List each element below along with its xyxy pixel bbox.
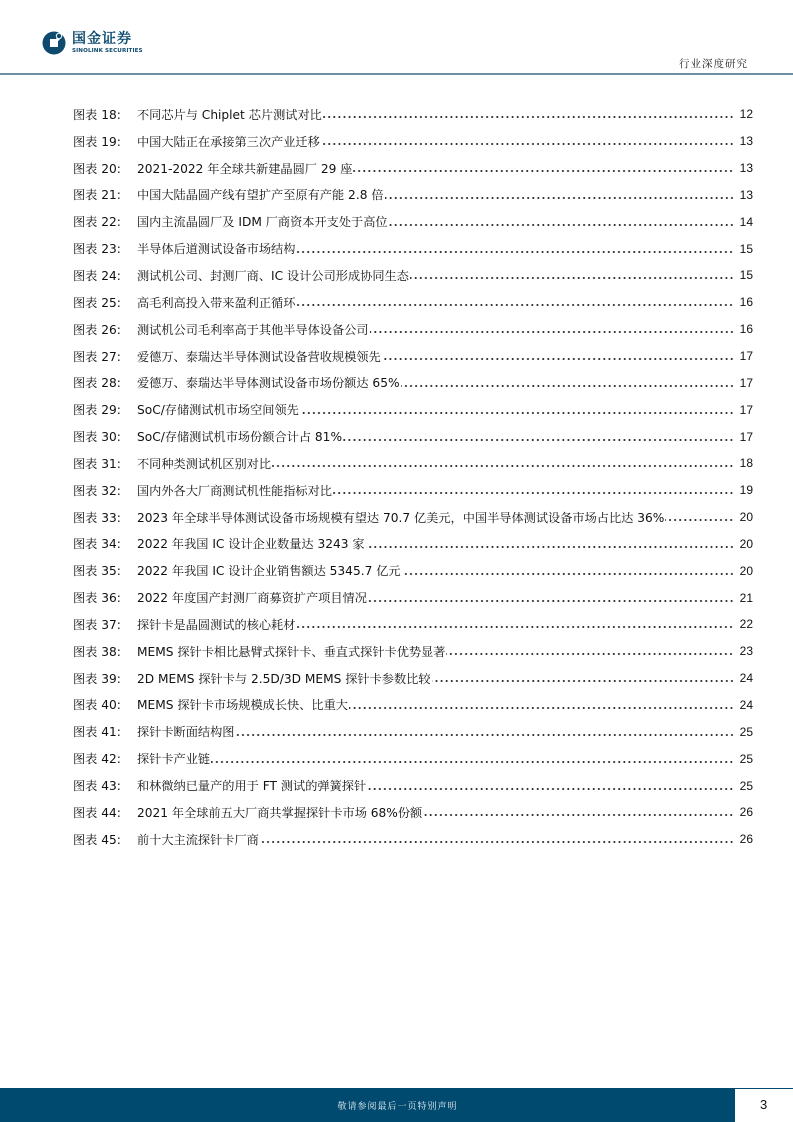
figure-label: 图表 31:	[73, 456, 121, 471]
figure-title: 2023 年全球半导体测试设备市场规模有望达 70.7 亿美元，中国半导体测试设备市场占比达 36%	[137, 510, 665, 525]
page-reference: 20	[739, 563, 753, 578]
page-reference: 16	[739, 322, 753, 337]
dot-leader	[432, 671, 734, 685]
dot-leader	[321, 134, 734, 148]
figure-title: 2022 年我国 IC 设计企业数量达 3243 家	[137, 537, 365, 552]
figure-label: 图表 44:	[73, 805, 121, 820]
page-reference: 15	[739, 268, 753, 283]
dot-leader	[402, 564, 734, 578]
page-reference: 12	[739, 107, 753, 122]
toc-entry[interactable]	[73, 208, 753, 235]
toc-entry[interactable]	[73, 343, 753, 370]
figure-title: 国内主流晶圆厂及 IDM 厂商资本开支处于高位	[137, 215, 388, 230]
toc-entry[interactable]	[73, 101, 753, 128]
footer-bar	[0, 1088, 735, 1122]
toc-entry[interactable]	[73, 316, 753, 343]
dot-leader	[385, 188, 734, 202]
figure-label: 图表 41:	[73, 725, 121, 740]
page-reference: 21	[739, 590, 753, 605]
logo-chinese-name: 国金证券	[72, 30, 132, 47]
figure-title: MEMS 探针卡相比悬臂式探针卡、垂直式探针卡优势显著	[137, 644, 446, 659]
toc-entry[interactable]	[73, 557, 753, 584]
figure-label: 图表 26:	[73, 322, 121, 337]
figure-title: 探针卡产业链	[137, 752, 211, 767]
page-reference: 15	[739, 241, 753, 256]
dot-leader	[211, 752, 734, 766]
figure-title: 不同种类测试机区别对比	[137, 456, 272, 471]
page-reference: 22	[739, 617, 753, 632]
figure-title: 爱德万、泰瑞达半导体测试设备市场份额达 65%	[137, 376, 400, 391]
figure-label: 图表 28:	[73, 376, 121, 391]
figure-title: 爱德万、泰瑞达半导体测试设备营收规模领先	[137, 349, 381, 364]
page-reference: 13	[739, 187, 753, 202]
dot-leader	[323, 107, 734, 121]
page-reference: 25	[739, 724, 753, 739]
figure-title: 和林微纳已量产的用于 FT 测试的弹簧探针	[137, 779, 367, 794]
figure-title: 2022 年我国 IC 设计企业销售额达 5345.7 亿元	[137, 564, 401, 579]
figure-label: 图表 34:	[73, 537, 121, 552]
toc-entry[interactable]	[73, 423, 753, 450]
page-number: 3	[760, 1097, 768, 1112]
dot-leader	[410, 268, 734, 282]
dot-leader	[343, 430, 734, 444]
logo-text	[72, 32, 143, 55]
footer-disclaimer: 敬请参阅最后一页特别声明	[337, 1101, 458, 1112]
dot-leader	[236, 725, 735, 739]
toc-entry[interactable]	[73, 369, 753, 396]
toc-entry[interactable]	[73, 450, 753, 477]
figure-label: 图表 23:	[73, 242, 121, 257]
toc-entry[interactable]	[73, 692, 753, 719]
dot-leader	[401, 376, 734, 390]
logo-mark-icon	[42, 31, 66, 55]
dot-leader	[368, 591, 734, 605]
company-logo	[42, 31, 143, 55]
page-reference: 13	[739, 134, 753, 149]
figure-label: 图表 19:	[73, 134, 121, 149]
dot-leader	[296, 617, 734, 631]
page-reference: 24	[739, 671, 753, 686]
page-reference: 16	[739, 295, 753, 310]
page-reference: 26	[739, 832, 753, 847]
figure-label: 图表 18:	[73, 107, 121, 122]
figure-label: 图表 39:	[73, 671, 121, 686]
page-reference: 24	[739, 697, 753, 712]
toc-entry[interactable]	[73, 826, 753, 853]
dot-leader	[423, 805, 734, 819]
page-reference: 17	[739, 349, 753, 364]
figure-title: SoC/存储测试机市场空间领先	[137, 403, 299, 418]
page-reference: 17	[739, 375, 753, 390]
page-reference: 25	[739, 778, 753, 793]
toc-entry[interactable]	[73, 504, 753, 531]
figure-label: 图表 45:	[73, 832, 121, 847]
toc-entry[interactable]	[73, 584, 753, 611]
dot-leader	[300, 403, 734, 417]
figure-title: 不同芯片与 Chiplet 芯片测试对比	[137, 107, 322, 122]
dot-leader	[665, 510, 734, 524]
figure-label: 图表 36:	[73, 591, 121, 606]
figure-label: 图表 29:	[73, 403, 121, 418]
figure-index-list	[73, 101, 753, 853]
figure-title: 2D MEMS 探针卡与 2.5D/3D MEMS 探针卡参数比较	[137, 671, 431, 686]
figure-label: 图表 32:	[73, 483, 121, 498]
page-reference: 17	[739, 402, 753, 417]
page-reference: 26	[739, 805, 753, 820]
figure-label: 图表 22:	[73, 215, 121, 230]
dot-leader	[333, 483, 734, 497]
figure-title: SoC/存储测试机市场份额合计占 81%	[137, 430, 343, 445]
page-reference: 20	[739, 510, 753, 525]
figure-title: 中国大陆晶圆产线有望扩产至原有产能 2.8 倍	[137, 188, 384, 203]
figure-title: 国内外各大厂商测试机性能指标对比	[137, 483, 332, 498]
figure-label: 图表 40:	[73, 698, 121, 713]
logo-english-name: SINOLINK SECURITIES	[72, 47, 143, 54]
page-header	[0, 0, 793, 75]
toc-entry[interactable]	[73, 289, 753, 316]
dot-leader	[260, 832, 734, 846]
header-divider	[0, 73, 793, 75]
figure-label: 图表 25:	[73, 295, 121, 310]
figure-title: 测试机公司、封测厂商、IC 设计公司形成协同生态	[137, 268, 409, 283]
dot-leader	[382, 349, 734, 363]
figure-label: 图表 30:	[73, 430, 121, 445]
figure-label: 图表 33:	[73, 510, 121, 525]
figure-title: 2022 年度国产封测厂商募资扩产项目情况	[137, 591, 367, 606]
dot-leader	[296, 295, 734, 309]
report-type-label: 行业深度研究	[679, 58, 748, 70]
figure-label: 图表 37:	[73, 617, 121, 632]
dot-leader	[370, 322, 734, 336]
toc-entry[interactable]	[73, 477, 753, 504]
figure-title: 2021-2022 年全球共新建晶圆厂 29 座	[137, 161, 353, 176]
toc-entry[interactable]	[73, 155, 753, 182]
figure-title: 中国大陆正在承接第三次产业迁移	[137, 134, 320, 149]
figure-title: 2021 年全球前五大厂商共掌握探针卡市场 68%份额	[137, 805, 423, 820]
dot-leader	[366, 537, 734, 551]
figure-label: 图表 35:	[73, 564, 121, 579]
figure-title: 前十大主流探针卡厂商	[137, 832, 259, 847]
dot-leader	[446, 644, 734, 658]
figure-title: 探针卡断面结构图	[137, 725, 235, 740]
page-reference: 14	[739, 214, 753, 229]
figure-label: 图表 27:	[73, 349, 121, 364]
footer-divider	[735, 1088, 793, 1089]
toc-entry[interactable]	[73, 262, 753, 289]
toc-entry[interactable]	[73, 611, 753, 638]
figure-title: 高毛利高投入带来盈利正循环	[137, 295, 296, 310]
dot-leader	[367, 779, 734, 793]
figure-title: 半导体后道测试设备市场结构	[137, 242, 296, 257]
toc-entry[interactable]	[73, 718, 753, 745]
toc-entry[interactable]	[73, 531, 753, 558]
toc-entry[interactable]	[73, 772, 753, 799]
figure-label: 图表 21:	[73, 188, 121, 203]
page-reference: 17	[739, 429, 753, 444]
figure-title: MEMS 探针卡市场规模成长快、比重大	[137, 698, 348, 713]
figure-label: 图表 42:	[73, 752, 121, 767]
page-reference: 19	[739, 483, 753, 498]
figure-label: 图表 20:	[73, 161, 121, 176]
figure-title: 探针卡是晶圆测试的核心耗材	[137, 617, 296, 632]
figure-label: 图表 24:	[73, 268, 121, 283]
figure-label: 图表 38:	[73, 644, 121, 659]
dot-leader	[353, 161, 734, 175]
toc-entry[interactable]	[73, 182, 753, 209]
dot-leader	[349, 698, 734, 712]
toc-entry[interactable]	[73, 396, 753, 423]
figure-label: 图表 43:	[73, 779, 121, 794]
dot-leader	[296, 242, 734, 256]
toc-entry[interactable]	[73, 745, 753, 772]
page-reference: 13	[739, 161, 753, 176]
page-reference: 25	[739, 751, 753, 766]
toc-entry[interactable]	[73, 799, 753, 826]
dot-leader	[272, 456, 734, 470]
toc-entry[interactable]	[73, 128, 753, 155]
page-reference: 18	[739, 456, 753, 471]
toc-entry[interactable]	[73, 235, 753, 262]
page-reference: 23	[739, 644, 753, 659]
toc-entry[interactable]	[73, 638, 753, 665]
page-reference: 20	[739, 536, 753, 551]
toc-entry[interactable]	[73, 665, 753, 692]
dot-leader	[389, 215, 734, 229]
figure-title: 测试机公司毛利率高于其他半导体设备公司	[137, 322, 369, 337]
